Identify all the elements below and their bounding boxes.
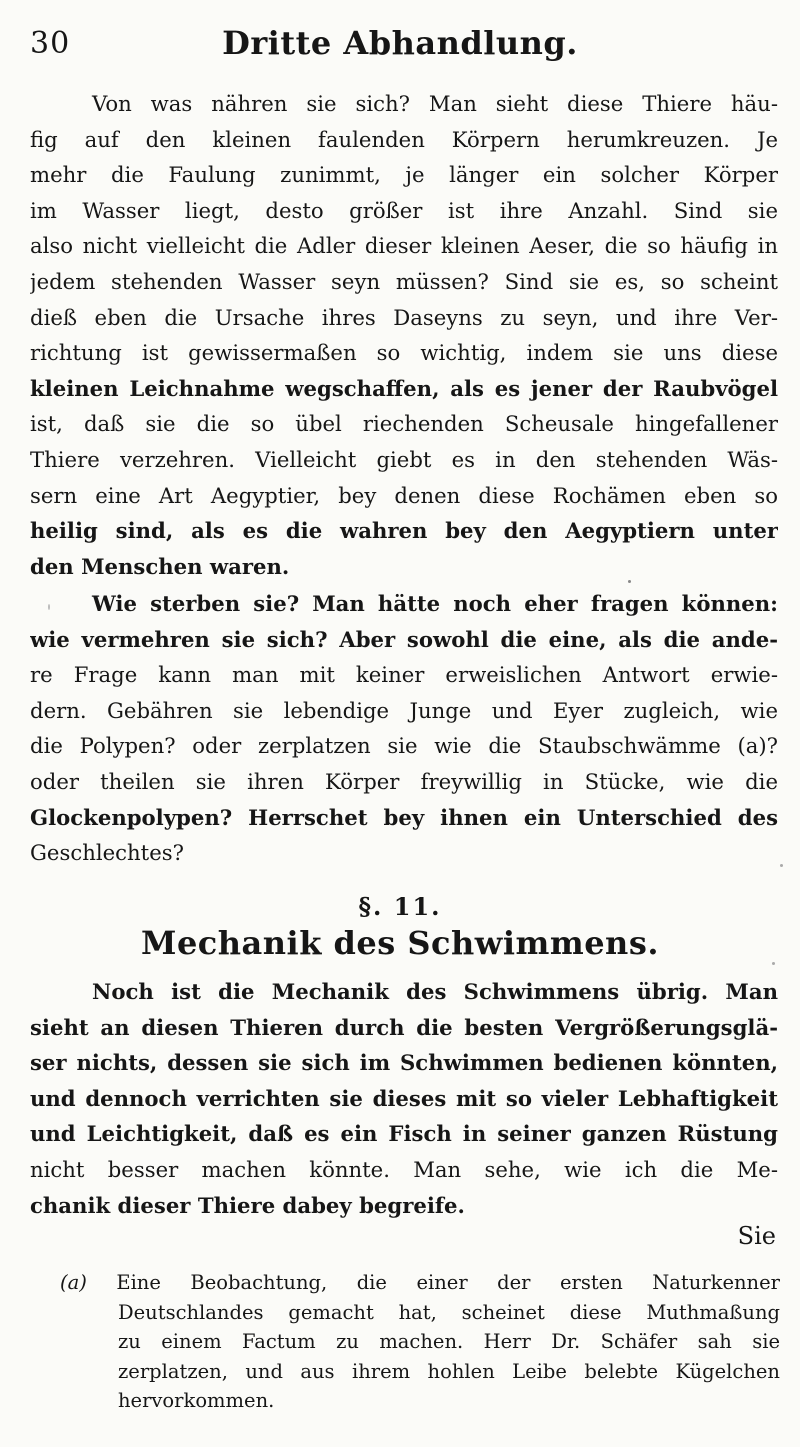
- footnote-text: Eine Beobachtung, die einer der ersten Naturkenner: [116, 1271, 780, 1294]
- paragraph-reproduction: [30, 586, 778, 871]
- text-line: Geschlechtes?: [30, 840, 184, 866]
- footnote-line: zerplatzen, und aus ihrem hohlen Leibe belebte Kügelchen: [118, 1359, 780, 1383]
- footnote-line: Deutschlandes gemacht hat, scheinet diese Muthmaßung: [118, 1300, 780, 1324]
- text-line: im Wasser liegt, desto größer ist ihre Anzahl. Sind sie: [30, 197, 778, 223]
- catchword: Sie: [737, 1222, 776, 1250]
- footnote-marker: (a): [60, 1271, 87, 1294]
- paragraph-swimming: [30, 974, 778, 1223]
- text-line: sern eine Art Aegyptier, bey denen diese Rochämen eben so: [30, 482, 778, 508]
- text-line: also nicht vielleicht die Adler dieser kleinen Aeser, die so häufig in: [30, 233, 778, 259]
- text-line: mehr die Faulung zunimmt, je länger ein solcher Körper: [30, 162, 778, 188]
- section-number: §. 11.: [358, 892, 442, 921]
- text-line: chanik dieser Thiere dabey begreife.: [30, 1192, 465, 1218]
- running-title: Dritte Abhandlung.: [222, 24, 578, 62]
- footnote-line: hervorkommen.: [118, 1389, 275, 1413]
- text-line: und dennoch verrichten sie dieses mit so vieler Lebhaftigkeit: [30, 1085, 778, 1111]
- text-line: dern. Gebähren sie lebendige Junge und Eyer zugleich, wie: [30, 697, 778, 723]
- text-line: fig auf den kleinen faulenden Körpern herumkreuzen. Je: [30, 126, 778, 152]
- text-line: heilig sind, als es die wahren bey den Aegyptiern unter: [30, 518, 778, 544]
- text-line: Noch ist die Mechanik des Schwimmens übrig. Man: [92, 979, 778, 1004]
- text-line: richtung ist gewissermaßen so wichtig, indem sie uns diese: [30, 340, 778, 366]
- text-line: wie vermehren sie sich? Aber sowohl die eine, als die ande-: [30, 626, 778, 652]
- section-title: Mechanik des Schwimmens.: [141, 924, 659, 962]
- text-line: oder theilen sie ihren Körper freywillig in Stücke, wie die: [30, 768, 778, 794]
- print-speck: [772, 962, 775, 965]
- text-line: Von was nähren sie sich? Man sieht diese Thiere häu-: [92, 91, 778, 116]
- text-line: und Leichtigkeit, daß es ein Fisch in seiner ganzen Rüstung: [30, 1121, 778, 1147]
- text-line: Wie sterben sie? Man hätte noch eher fragen können:: [92, 591, 778, 616]
- print-speck: [628, 580, 631, 583]
- print-speck: [48, 604, 50, 610]
- text-line: Glockenpolypen? Herrschet bey ihnen ein Unterschied des: [30, 804, 778, 830]
- footnote: [60, 1268, 780, 1416]
- text-line: ist, daß sie die so übel riechenden Scheusale hingefallener: [30, 411, 778, 437]
- text-line: jedem stehenden Wasser seyn müssen? Sind sie es, so scheint: [30, 268, 778, 294]
- footnote-first-line: [60, 1268, 780, 1298]
- text-line: die Polypen? oder zerplatzen sie wie die Staubschwämme (a)?: [30, 733, 778, 759]
- text-line: Thiere verzehren. Vielleicht giebt es in den stehenden Wäs-: [30, 446, 778, 472]
- footnote-line: zu einem Factum zu machen. Herr Dr. Schäfer sah sie: [118, 1330, 780, 1354]
- text-line: re Frage kann man mit keiner erweislichen Antwort erwie-: [30, 662, 778, 688]
- text-line: kleinen Leichnahme wegschaffen, als es jener der Raubvögel: [30, 375, 778, 401]
- paragraph-food: [30, 86, 778, 584]
- text-line: den Menschen waren.: [30, 553, 290, 579]
- text-line: dieß eben die Ursache ihres Daseyns zu seyn, und ihre Ver-: [30, 304, 778, 330]
- print-speck: [780, 864, 783, 867]
- text-line: nicht besser machen könnte. Man sehe, wie ich die Me-: [30, 1156, 778, 1182]
- text-line: sieht an diesen Thieren durch die besten Vergrößerungsglä-: [30, 1014, 778, 1040]
- running-head: [0, 22, 800, 66]
- page-number: 30: [30, 26, 71, 61]
- text-line: ser nichts, dessen sie sich im Schwimmen bedienen könnten,: [30, 1050, 778, 1076]
